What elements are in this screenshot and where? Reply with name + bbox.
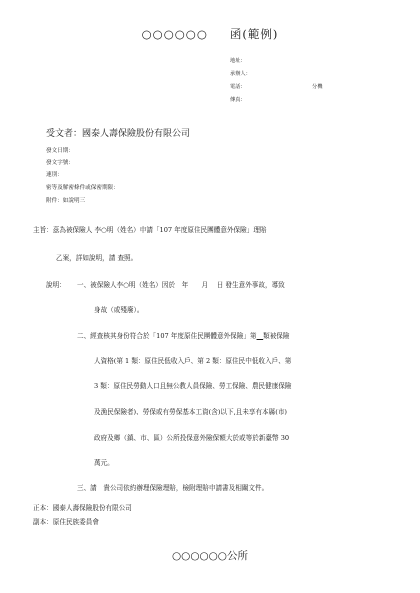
explanation-item-2-line-6: 萬元。 xyxy=(94,459,114,467)
document-title xyxy=(0,26,420,42)
contact-handler: 承辦人： xyxy=(230,71,251,77)
meta-speed: 速別： xyxy=(46,172,63,178)
explanation-item-3: 三、請 貴公司依約辦理保險理賠，檢附理賠申請書及相關文件。 xyxy=(77,484,269,492)
copy-duplicate: 副本：原住民族委員會 xyxy=(33,518,99,526)
subject-line-1: 主旨：茲為被保險人 李○明（姓名）申請「107 年度原住民團體意外保險」理賠 xyxy=(33,226,267,234)
explanation-item-1-line-1: 一、被保險人李○明（姓名）因於 年 月 日 發生意外事故，導致 xyxy=(77,281,285,289)
item-2-text-b: 類被保險 xyxy=(263,332,290,340)
title-prefix: ○○○○○○ xyxy=(141,27,208,41)
explanation-item-2-line-3: 3 類：原住民勞動人口且無公教人員保險、勞工保險、農民健康保險 xyxy=(94,382,292,390)
contact-address: 地址： xyxy=(230,58,246,64)
meta-issue-number: 發文字號： xyxy=(46,160,74,166)
explanation-item-2-line-2: 人資格(第 1 類：原住民低收入戶、第 2 類：原住民中低收入戶、第 xyxy=(94,357,292,365)
explanation-item-2-line-4: 及漁民保險者)、勞保或有勞保基本工資(含)以下,且未享有本縣(市) xyxy=(94,408,287,416)
recipient-line: 受文者：國泰人壽保險股份有限公司 xyxy=(46,129,191,139)
contact-fax: 傳真： xyxy=(230,97,246,103)
issuing-office: ○○○○○○公所 xyxy=(172,550,248,562)
explanation-item-1-line-2: 身故（或殘廢）。 xyxy=(94,306,144,314)
explanation-item-2-line-1 xyxy=(77,330,290,340)
title-suffix: 函(範例) xyxy=(229,27,279,41)
subject-line-2: 乙案，詳如說明，請 查照。 xyxy=(56,254,138,262)
item-2-category-blank: __ xyxy=(256,332,264,340)
copy-original: 正本：國泰人壽保險股份有限公司 xyxy=(33,504,132,512)
explanation-item-2-line-5: 政府及鄉（鎮、市、區）公所投保意外險保額大於或等於新臺幣 30 xyxy=(94,434,290,442)
item-2-text-a: 二、經查核其身份符合於「107 年度原住民團體意外保險」第 xyxy=(77,332,257,340)
meta-attachment: 附件：如說明三 xyxy=(46,198,86,204)
contact-phone: 電話： xyxy=(230,84,246,90)
contact-phone-ext: 分機 xyxy=(312,84,323,90)
meta-secrecy: 密等及解密條件或保密期限： xyxy=(46,185,119,191)
contact-phone-row xyxy=(230,83,350,90)
meta-issue-date: 發文日期： xyxy=(46,148,74,154)
explanation-label: 說明： xyxy=(46,281,66,289)
